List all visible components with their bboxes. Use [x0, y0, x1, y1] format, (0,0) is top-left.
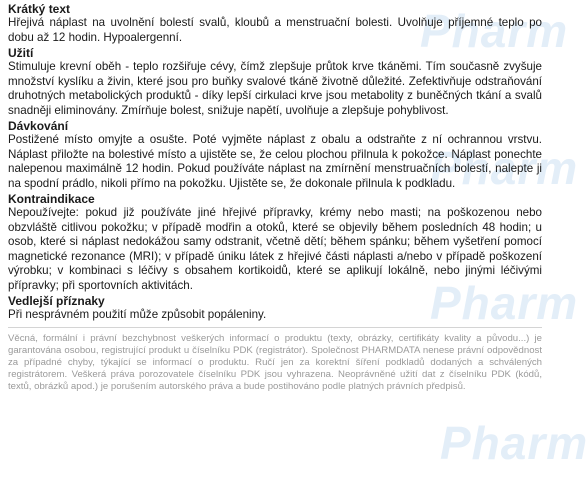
section-heading: Užití — [8, 46, 34, 60]
section-body: Nepoužívejte: pokud již používáte jiné hřejivé přípravky, krémy nebo masti; na poškozenou nebo obzvláště citlivou pokožku; v případě modřin a otoků, které se objevily během posledních 48 hodin; u osob, které si náplast nedokážou samy odstranit, včetně dětí; během spánku; během vyšetření pomocí magnetické rezonance (MRI); v případě úniku látek z hřejivé části náplasti a/nebo v případě poškození výrobku; v kombinaci s léčivy s obsahem kortikoidů, které se aplikují lokálně, nebo jinými léčivými přípravky; při sportovních aktivitách. — [8, 206, 542, 292]
section-dosage — [8, 119, 542, 191]
section-heading: Dávkování — [8, 119, 69, 133]
section-heading: Kontraindikace — [8, 192, 95, 206]
section-body: Postižené místo omyjte a osušte. Poté vyjměte náplast z obalu a odstraňte z ní ochrannou vrstvu. Náplast přiložte na bolestivé místo a ujistěte se, že celou plochou přilnula k pokožce. Náplast ponechte nalepenou maximálně 12 hodin. Pokud používáte náplast na zmírnění menstruačních bolestí, nalepte ji na spodní prádlo, nikoli přímo na pokožku. Ujistěte se, že dokonale přilnula k podkladu. — [8, 133, 542, 190]
legal-disclaimer: Věcná, formální i právní bezchybnost veškerých informací o produktu (texty, obrázky, certifikáty kvality a původu...) je garantována osobou, registrující produkt u číselníku PDK (registrátor). Společnost PHARMDATA nenese právní odpovědnost za případné chyby, týkající se informací o produktu. Ručí jen za korektní šíření podkladů dodaných a schválených registrátorem. Veškerá práva porozovatele číselníku PDK jsou vyhrazena. Neoprávněné užití dat z číselníku PDK (kódů, textů, obrázků apod.) je porušením autorského práva a bude postihováno podle platných právních předpisů. — [8, 327, 542, 394]
section-body: Stimuluje krevní oběh - teplo rozšiřuje cévy, čímž zlepšuje průtok krve tkáněmi. Tím současně zvyšuje množství kyslíku a živin, které jsou pro buňky svalové tkáně životně důležité. Zefektivňuje odstraňování druhotných metabolických produktů - díky lepší cirkulaci krve jsou metabolity z buněčných tkání a svalů snadněji eliminovány. Zmírňuje bolest, snižuje napětí, uvolňuje a zlepšuje pohyblivost. — [8, 60, 542, 117]
watermark: Pharm — [430, 277, 579, 329]
section-heading: Krátký text — [8, 2, 71, 16]
section-body: Hřejivá náplast na uvolnění bolestí svalů, kloubů a menstruační bolesti. Uvolňuje příjemné teplo po dobu až 12 hodin. Hypoalergenní. — [8, 16, 542, 44]
section-usage — [8, 46, 542, 118]
watermark: Pharm — [420, 5, 569, 57]
section-contraindications — [8, 192, 542, 293]
section-heading: Vedlejší příznaky — [8, 294, 105, 308]
watermark: Pharm — [430, 142, 579, 194]
section-body: Při nesprávném použití může způsobit popáleniny. — [8, 308, 267, 321]
watermark: Pharm — [440, 417, 588, 469]
section-short-text — [8, 2, 542, 45]
section-side-effects — [8, 294, 542, 323]
